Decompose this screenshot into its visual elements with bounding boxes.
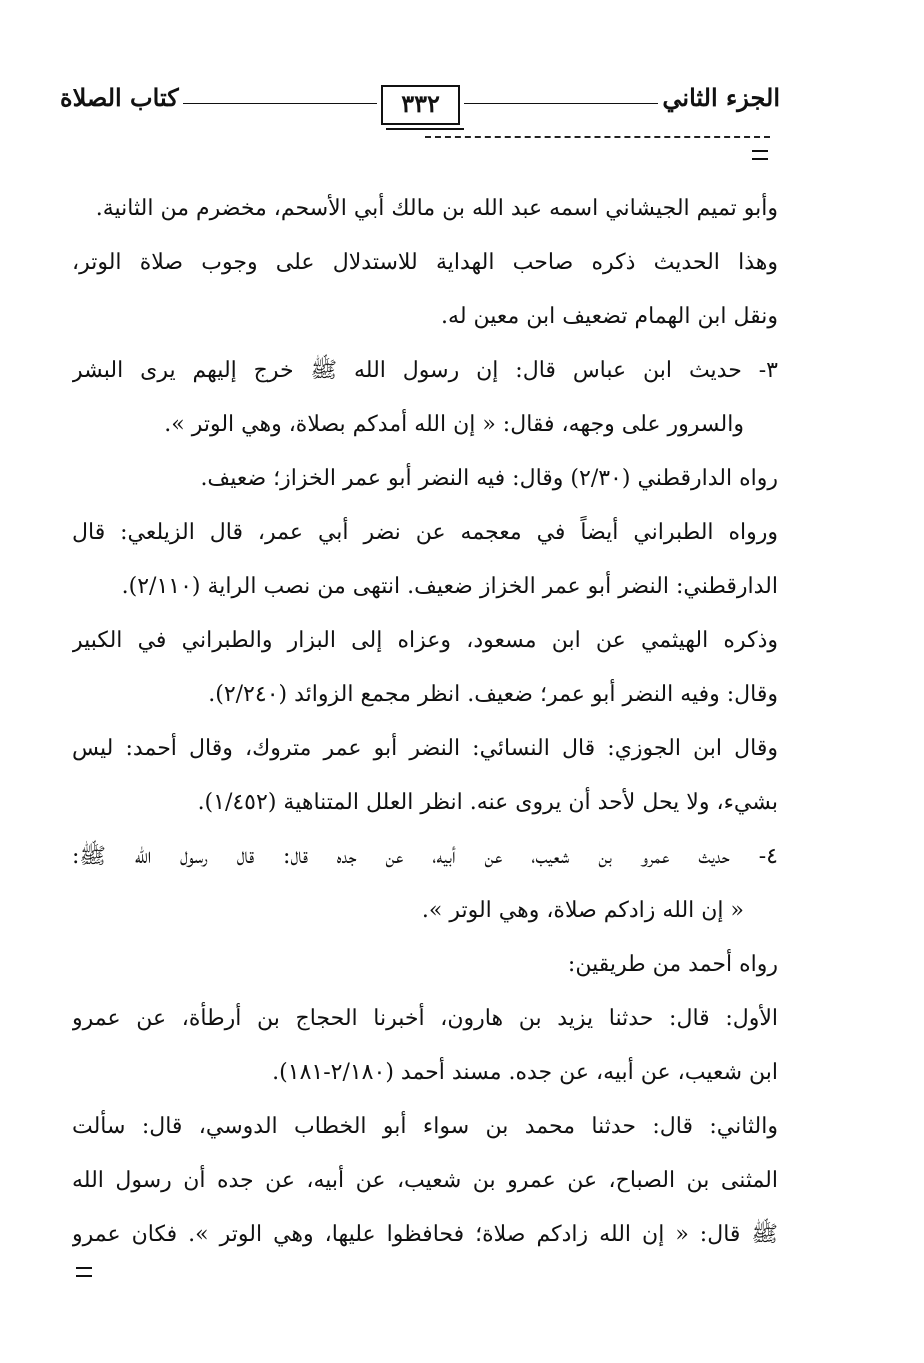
text-line: وهذا الحديث ذكره صاحب الهداية للاستدلال على وجوب صلاة الوتر، <box>72 250 778 275</box>
page-number-box: ٣٣٢ <box>381 85 460 125</box>
text-line: رواه الدارقطني (٢/٣٠) وقال: فيه النضر أبو عمر الخزاز؛ ضعيف. <box>200 466 778 491</box>
header-book-title: كتاب الصلاة <box>60 82 179 112</box>
text-line: « إن الله زادكم صلاة، وهي الوتر ». <box>421 898 744 923</box>
text-line: وقال ابن الجوزي: قال النسائي: النضر أبو عمر متروك، وقال أحمد: ليس <box>72 736 778 761</box>
text-line: ٤- حديث عمرو بن شعيب، عن أبيه، عن جده قال: قال رسول الله ﷺ: <box>72 844 778 869</box>
continuation-mark-top <box>752 150 768 160</box>
text-line: المثنى بن الصباح، عن عمرو بن شعيب، عن أبيه، عن جده أن رسول الله <box>72 1168 778 1193</box>
text-line: بشيء، ولا يحل لأحد أن يروى عنه. انظر العلل المتناهية (١/٤٥٢). <box>197 790 778 815</box>
header-rule-left <box>183 103 378 104</box>
text-line: وذكره الهيثمي عن ابن مسعود، وعزاه إلى البزار والطبراني في الكبير <box>72 628 778 653</box>
text-line: ونقل ابن الهمام تضعيف ابن معين له. <box>441 304 778 329</box>
continuation-mark-bottom <box>76 1267 92 1277</box>
header-rule-right <box>464 103 659 104</box>
text-line: ﷺ قال: « إن الله زادكم صلاة؛ فحافظوا عليها، وهي الوتر ». فكان عمرو <box>72 1222 778 1247</box>
page-header <box>60 74 780 120</box>
text-line: والثاني: قال: حدثنا محمد بن سواء أبو الخطاب الدوسي، قال: سألت <box>72 1114 778 1139</box>
text-line: وأبو تميم الجيشاني اسمه عبد الله بن مالك أبي الأسحم، مخضرم من الثانية. <box>95 196 778 221</box>
text-line: رواه أحمد من طريقين: <box>567 952 778 977</box>
page-body <box>72 182 778 1262</box>
text-line: ابن شعيب، عن أبيه، عن جده. مسند أحمد (٢/١٨٠-١٨١). <box>272 1060 778 1085</box>
text-line: وقال: وفيه النضر أبو عمر؛ ضعيف. انظر مجمع الزوائد (٢/٢٤٠). <box>208 682 778 707</box>
text-line: الدارقطني: النضر أبو عمر الخزاز ضعيف. انتهى من نصب الراية (٢/١١٠). <box>121 574 778 599</box>
header-dashed-divider <box>425 136 770 138</box>
header-part-title: الجزء الثاني <box>662 82 780 112</box>
text-line: ورواه الطبراني أيضاً في معجمه عن نضر أبي عمر، قال الزيلعي: قال <box>72 520 778 545</box>
text-line: والسرور على وجهه، فقال: « إن الله أمدكم بصلاة، وهي الوتر ». <box>164 412 744 437</box>
text-line: الأول: قال: حدثنا يزيد بن هارون، أخبرنا الحجاج بن أرطأة، عن عمرو <box>72 1006 778 1031</box>
text-line: ٣- حديث ابن عباس قال: إن رسول الله ﷺ خرج إليهم يرى البشر <box>72 358 778 383</box>
